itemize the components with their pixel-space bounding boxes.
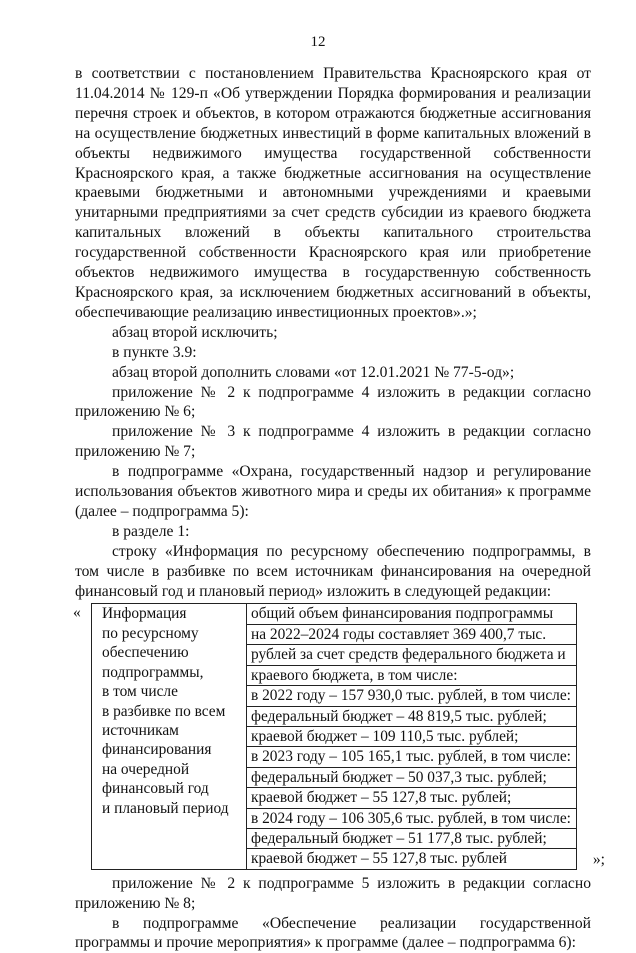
- table-left-line: в разбивке по всем: [102, 702, 226, 720]
- table-right-line: краевой бюджет – 109 110,5 тыс. рублей;: [247, 727, 576, 747]
- paragraph: в подпрограмме «Охрана, государственный надзор и регулирование использования объектов животного мира и среды их обитания» к программе (далее – подпрограмма 5):: [75, 463, 591, 520]
- table-right-line: федеральный бюджет – 48 819,5 тыс. рублей;: [247, 707, 576, 727]
- table-left-line: в том числе: [102, 683, 178, 701]
- table-right-line: краевой бюджет – 55 127,8 тыс. рублей: [251, 850, 508, 868]
- paragraphs-after: [75, 874, 591, 953]
- table-left-line: источникам: [102, 721, 179, 739]
- table-right-cell: [247, 604, 577, 869]
- table-left-line: финансирования: [102, 741, 212, 759]
- paragraph: в разделе 1:: [112, 522, 190, 540]
- table-left-line: по ресурсному: [102, 624, 199, 642]
- table-left-line: финансовый год: [102, 780, 209, 798]
- table-left-line: подпрограммы,: [102, 663, 204, 681]
- table-row: [92, 604, 577, 869]
- table-left-line: на очередной: [102, 760, 190, 778]
- table-right-line: в 2023 году – 105 165,1 тыс. рублей, в том числе:: [247, 747, 576, 767]
- table-left-line: Информация: [102, 605, 187, 623]
- paragraph: в соответствии с постановлением Правительства Красноярского края от 11.04.2014 № 129-п «Об утверждении Порядка формирования и реализации перечня строек и объектов, в котором отражаются бюджетные ассигнования на осуществление бюджетных инвестиций в форме капитальных вложений в объекты недвижимого имущества государственной собственности Красноярского края, а также бюджетные ассигнования на осуществление краевыми бюджетными и автономными учреждениями и краевыми унитарными предприятиями за счет средств субсидии из краевого бюджета капитальных вложений в объекты капитального строительства государственной собственности Красноярского края или приобретение объектов недвижимого имущества в государственную собственность Красноярского края, за исключением бюджетных ассигнований в объекты, обеспечивающие реализацию инвестиционных проектов».»;: [75, 65, 591, 321]
- page-number: 12: [310, 34, 326, 50]
- paragraph: в пункте 3.9:: [112, 343, 197, 361]
- paragraph: строку «Информация по ресурсному обеспечению подпрограммы, в том числе в разбивке по всем источникам финансирования на очередной финансовый год и плановый период» изложить в следующей редакции:: [75, 542, 591, 600]
- resource-table: [91, 603, 577, 869]
- paragraph: приложение № 2 к подпрограмме 4 изложить в редакции согласно приложению № 6;: [75, 383, 591, 421]
- table-right-line: в 2024 году – 106 305,6 тыс. рублей, в том числе:: [247, 809, 576, 829]
- paragraph: приложение № 2 к подпрограмме 5 изложить в редакции согласно приложению № 8;: [75, 874, 591, 912]
- paragraph: в подпрограмме «Обеспечение реализации государственной программы и прочие мероприятия» к программе (далее – подпрограмма 6):: [75, 914, 591, 952]
- table-right-line: краевого бюджета, в том числе:: [247, 666, 576, 686]
- paragraph: абзац второй исключить;: [112, 323, 278, 341]
- table-close-quote: »;: [592, 850, 605, 868]
- resource-table-block: [73, 603, 605, 869]
- table-right-line: краевой бюджет – 55 127,8 тыс. рублей;: [247, 788, 576, 808]
- table-right-line: федеральный бюджет – 50 037,3 тыс. рублей;: [247, 768, 576, 788]
- document-body: [73, 64, 605, 953]
- paragraph: приложение № 3 к подпрограмме 4 изложить в редакции согласно приложению № 7;: [75, 423, 591, 461]
- table-left-line: обеспечению: [102, 644, 189, 662]
- table-left-cell: [92, 604, 247, 869]
- paragraphs-before: [75, 64, 591, 601]
- paragraph: абзац второй дополнить словами «от 12.01.2021 № 77-5-од»;: [112, 363, 515, 381]
- table-right-line: на 2022–2024 годы составляет 369 400,7 тыс.: [247, 625, 576, 645]
- table-right-line: федеральный бюджет – 51 177,8 тыс. рублей;: [247, 829, 576, 849]
- table-left-line: и плановый период: [102, 799, 229, 817]
- table-right-line: рублей за счет средств федерального бюджета и: [247, 645, 576, 665]
- table-right-line: общий объем финансирования подпрограммы: [247, 604, 576, 624]
- table-open-quote: «: [73, 604, 81, 622]
- table-right-line: в 2022 году – 157 930,0 тыс. рублей, в том числе:: [247, 686, 576, 706]
